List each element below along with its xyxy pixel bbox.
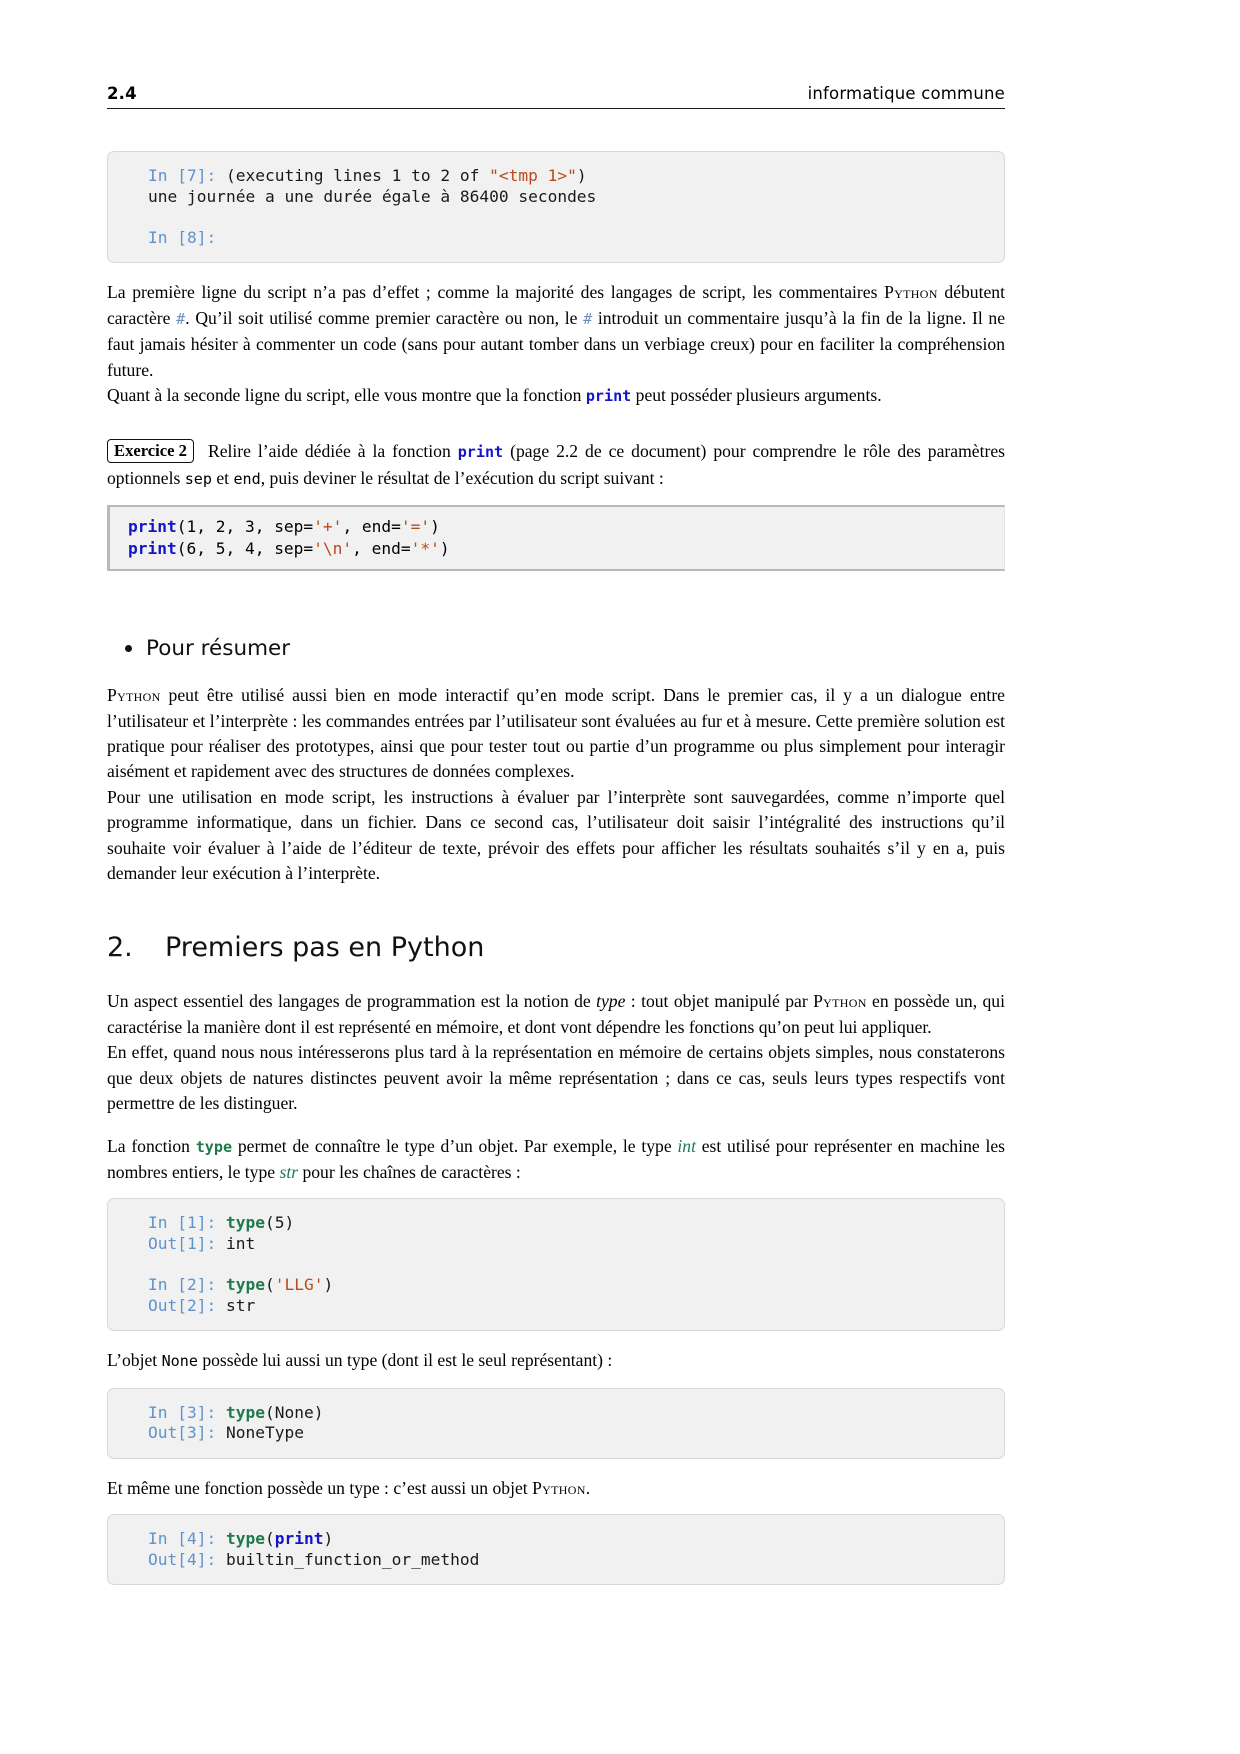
out-prompt: Out[3]: [148,1423,217,1443]
args: , end= [352,539,411,559]
args: ) [439,539,450,559]
args: ) [323,1529,334,1549]
paragraph-function-type [107,1476,1005,1501]
console-block-3 [107,1388,1005,1459]
in-prompt: In [3]: [148,1402,217,1422]
bullet-icon [125,645,132,652]
hash-code: # [583,309,593,328]
inline-code-type: type [195,1137,233,1156]
type-name-str: str [279,1161,299,1182]
out-value: builtin_function_or_method [216,1549,480,1569]
string-literal: '=' [400,517,431,537]
in-prompt: In [4]: [148,1529,217,1549]
args: ) [323,1275,334,1295]
out-value: NoneType [216,1423,304,1443]
paragraph-comments [107,280,1005,383]
inline-code-print: print [457,443,504,462]
args: (None) [264,1402,324,1422]
text-run: La fonction [107,1135,196,1156]
subsection-heading-label: Pour résumer [146,636,291,662]
text-run: La première ligne du script n’a pas d’effet ; comme la majorité des langages de script, les commentaires [107,282,885,303]
out-prompt: Out[1]: [148,1233,217,1253]
text-run: peut posséder plusieurs arguments. [631,385,882,405]
out-value: int [216,1233,256,1253]
text-run: . Qu’il soit utilisé comme premier caractère ou non, le [185,307,584,328]
text-run: : tout objet manipulé par [625,991,814,1012]
running-head [107,84,1005,109]
text-run: Quant à la seconde ligne du script, elle vous montre que la fonction [107,385,586,405]
args: , end= [342,517,401,537]
paragraph-summary-1 [107,683,1005,785]
out-value: str [216,1295,256,1315]
text-run: pour les chaînes de caractères : [298,1161,521,1182]
fn-type: type [225,1213,265,1233]
console-block-1 [107,151,1005,263]
fn-type: type [225,1402,265,1422]
text-run: est utilisé pour représenter en machine les nombres entiers, le type [107,1135,1005,1182]
in-prompt: In [1]: [148,1213,217,1233]
in-string: "<tmp 1>" [489,166,577,185]
args: (1, 2, 3, sep= [176,517,314,537]
text-run: , puis deviner le résultat de l’exécution du script suivant : [260,467,664,488]
text-run: L’objet [107,1350,162,1371]
hash-code: # [176,309,186,328]
inline-code-print: print [585,387,632,405]
python-smallcaps: Python [532,1477,586,1498]
in-prompt: In [2]: [148,1275,217,1295]
text-run: débutent caractère [107,282,1005,328]
paragraph-representation [107,1040,1005,1116]
in-command: (executing lines 1 to 2 of [216,166,490,185]
text-run: permet de connaître le type d’un objet. Par exemple, le type [232,1135,678,1156]
text-run: introduit un commentaire jusqu’à la fin de la ligne. Il ne faut jamais hésiter à commenter un code (sans pour autant tomber dans un verbiage creux) pour en faciliter la compréhension future. [107,307,1006,380]
running-head-title: informatique commune [807,84,1005,103]
string-literal: '+' [313,517,343,537]
text-run: Un aspect essentiel des langages de programmation est la notion de [107,991,597,1012]
out-prompt: Out[4]: [148,1549,217,1569]
paragraph-summary-2 [107,785,1005,887]
fn-print: print [128,539,177,559]
args: (5) [264,1213,295,1233]
subsection-heading-resume [125,636,1005,661]
text-run: En effet, quand nous nous intéresserons plus tard à la représentation en mémoire de certains objets simples, nous constaterons que deux objets de natures distinctes peuvent avoir la même représentation ; dans ce cas, seuls leurs types respectifs vont permettre de les distinguer. [107,1042,1005,1114]
text-run: Et même une fonction possède un type : c’est aussi un objet [107,1477,533,1498]
text-run: et [211,467,234,488]
paragraph-type-notion [107,989,1005,1040]
args: ( [264,1529,275,1549]
console-output-line: une journée a une durée égale à 86400 secondes [148,186,597,206]
out-prompt: Out[2]: [148,1295,217,1315]
console-block-2 [107,1198,1005,1331]
text-run: en possède un, qui caractérise la manière dont il est représenté en mémoire, et dont vont dépendre les fonctions qu’on peut lui appliquer. [107,991,1005,1037]
script-block-print [107,505,1005,571]
in-paren: ) [576,166,587,185]
text-run: . [585,1477,591,1498]
page-content [107,84,1005,1585]
inline-code-end: end [233,469,261,488]
section-number: 2. [107,932,133,964]
inline-code-sep: sep [184,469,212,488]
args: ( [264,1275,275,1295]
text-run: peut être utilisé aussi bien en mode interactif qu’en mode script. Dans le premier cas, il y a un dialogue entre l’utilisateur et l’interprète : les commandes entrées par l’utilisateur sont évaluées au fur et à mesure. Cette première solution est pratique pour réaliser des prototypes, ainsi que pour tester tout ou partie d’un programme ou plus simplement pour interagir aisément et rapidement avec des structures de données complexes. [107,685,1005,782]
section-heading [107,932,1005,963]
fn-type: type [225,1529,265,1549]
in-prompt-next: In [8]: [148,227,217,247]
python-smallcaps: Python [107,685,161,706]
paragraph-none-type [107,1348,1005,1374]
string-literal: '\n' [313,539,353,559]
console-blank-line [148,207,1004,228]
console-block-4 [107,1514,1005,1585]
text-run: Pour une utilisation en mode script, les instructions à évaluer par l’interprète sont sauvegardées, comme n’importe quel programme informatique, dans un fichier. Dans ce second cas, l’utilisateur doit saisir l’intégralité des instructions qu’il souhaite voir évaluer à l’aide de l’éditeur de texte, prévoir des effets pour afficher les résultats souhaités s’il y en a, puis demander leur exécution à l’interprète. [107,786,1005,884]
fn-print: print [128,517,177,537]
in-prompt: In [7]: [148,166,217,185]
exercise-2 [107,439,1005,492]
page-folio: 2.4 [107,84,137,103]
text-run: possède lui aussi un type (dont il est le seul représentant) : [197,1350,613,1371]
emphasis-type: type [596,991,626,1012]
text-run: (page 2.2 de ce document) pour comprendre le rôle des paramètres optionnels [107,441,1005,488]
paragraph-print-args [107,383,1005,409]
paragraph-type-function [107,1134,1005,1186]
text-run: Relire l’aide dédiée à la fonction [207,441,458,462]
python-smallcaps: Python [884,282,938,303]
section-title: Premiers pas en Python [165,932,485,964]
fn-type: type [225,1275,265,1295]
exercise-tag: Exercice 2 [107,439,194,463]
fn-print: print [274,1529,324,1549]
string-literal: 'LLG' [274,1275,324,1295]
args: (6, 5, 4, sep= [176,539,314,559]
type-name-int: int [677,1135,696,1156]
args: ) [430,517,440,537]
python-smallcaps: Python [813,991,867,1012]
inline-code-none: None [161,1352,198,1371]
string-literal: '*' [410,539,440,559]
console-blank-line [148,1255,1004,1276]
